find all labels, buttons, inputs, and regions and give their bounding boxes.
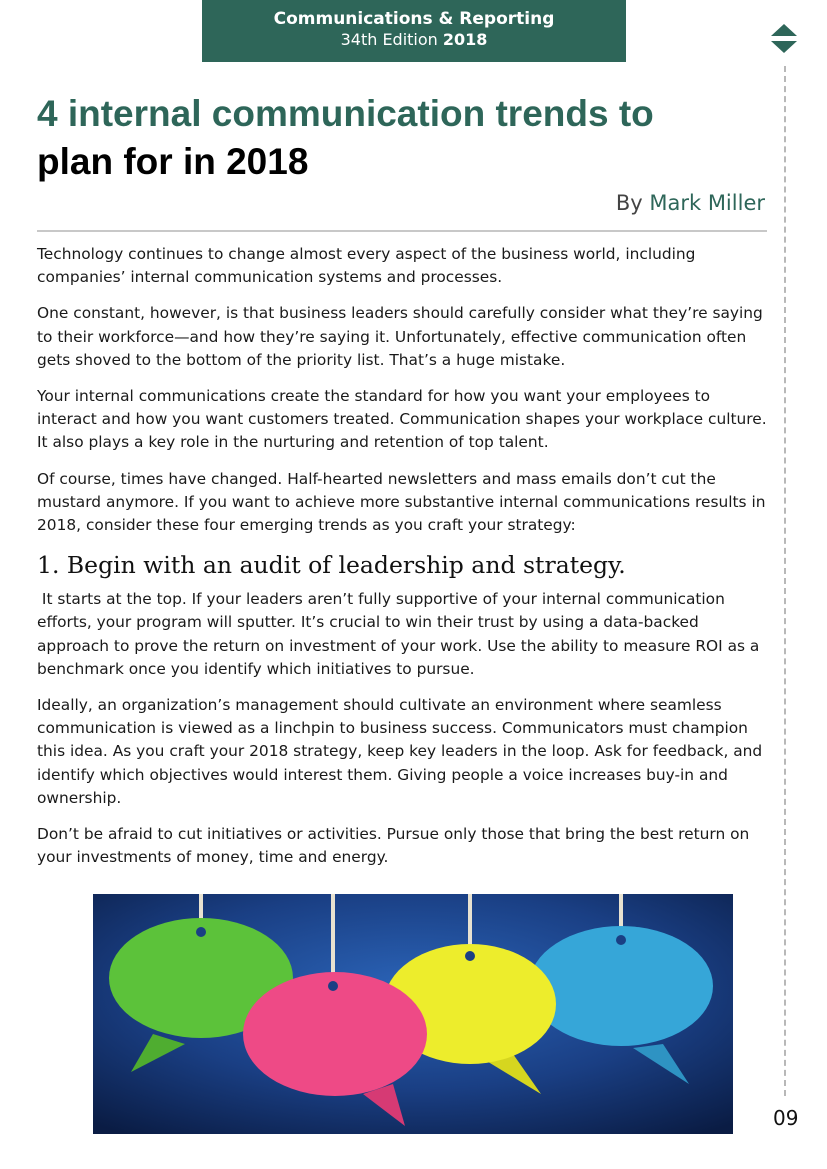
author-name: Mark Miller: [649, 191, 765, 215]
speech-bubbles-photo: [93, 894, 733, 1134]
paragraph: One constant, however, is that business leaders should carefully consider what they’re saying to their workforce—and how they’re saying it. Unfortunately, effective communication often gets shoved to the bottom of the priority list. That’s a huge mistake.: [37, 304, 763, 369]
section-heading: 1. Begin with an audit of leadership and strategy.: [37, 551, 626, 580]
arrow-up-icon[interactable]: [771, 24, 797, 36]
paragraph: Of course, times have changed. Half-hearted newsletters and mass emails don’t cut the mustard anymore. If you want to achieve more substantive internal communications results in 2018, consider these four emerging trends as you craft your strategy:: [37, 469, 766, 535]
page-number: 09: [773, 1106, 799, 1130]
edition-prefix: 34th Edition: [340, 30, 438, 49]
paragraph: Ideally, an organization’s management should cultivate an environment where seamless communication is viewed as a linchpin to business success. Communicators must champion this idea. As you craft your 2018 strategy, keep key leaders in the loop. Ask for feedback, and identify which objectives would interest them. Giving people a voice increases buy-in and ownership.: [37, 696, 763, 807]
edition-label: [202, 29, 626, 51]
edition-year: 2018: [442, 30, 488, 49]
arrow-down-icon[interactable]: [771, 41, 797, 53]
edition-header: [202, 0, 626, 62]
title-line-2: plan for in 2018: [37, 141, 309, 182]
paragraph: Your internal communications create the standard for how you want your employees to interact and how you want customers treated. Communication shapes your workplace culture. It also plays a key role in the nurturing and retention of top talent.: [37, 387, 767, 452]
margin-dashed-line: [784, 66, 786, 1096]
byline-prefix: By: [615, 191, 643, 215]
byline: [616, 191, 765, 215]
page-nav-arrows-icon[interactable]: [771, 24, 797, 54]
section-title: Communications & Reporting: [273, 9, 555, 29]
title-divider: [37, 230, 767, 232]
article-body: [37, 243, 767, 882]
paragraph: It starts at the top. If your leaders aren’t fully supportive of your internal communication efforts, your program will sputter. It’s crucial to win their trust by using a data-backed approach to prove the return on investment of your work. Use the ability to measure ROI as a benchmark once you identify which initiatives to pursue.: [37, 590, 765, 678]
paragraph: Technology continues to change almost every aspect of the business world, including companies’ internal communication systems and processes.: [37, 245, 696, 287]
title-line-1: 4 internal communication trends to: [37, 93, 654, 134]
article-title: [37, 90, 757, 186]
paragraph: Don’t be afraid to cut initiatives or activities. Pursue only those that bring the best return on your investments of money, time and energy.: [37, 825, 750, 867]
